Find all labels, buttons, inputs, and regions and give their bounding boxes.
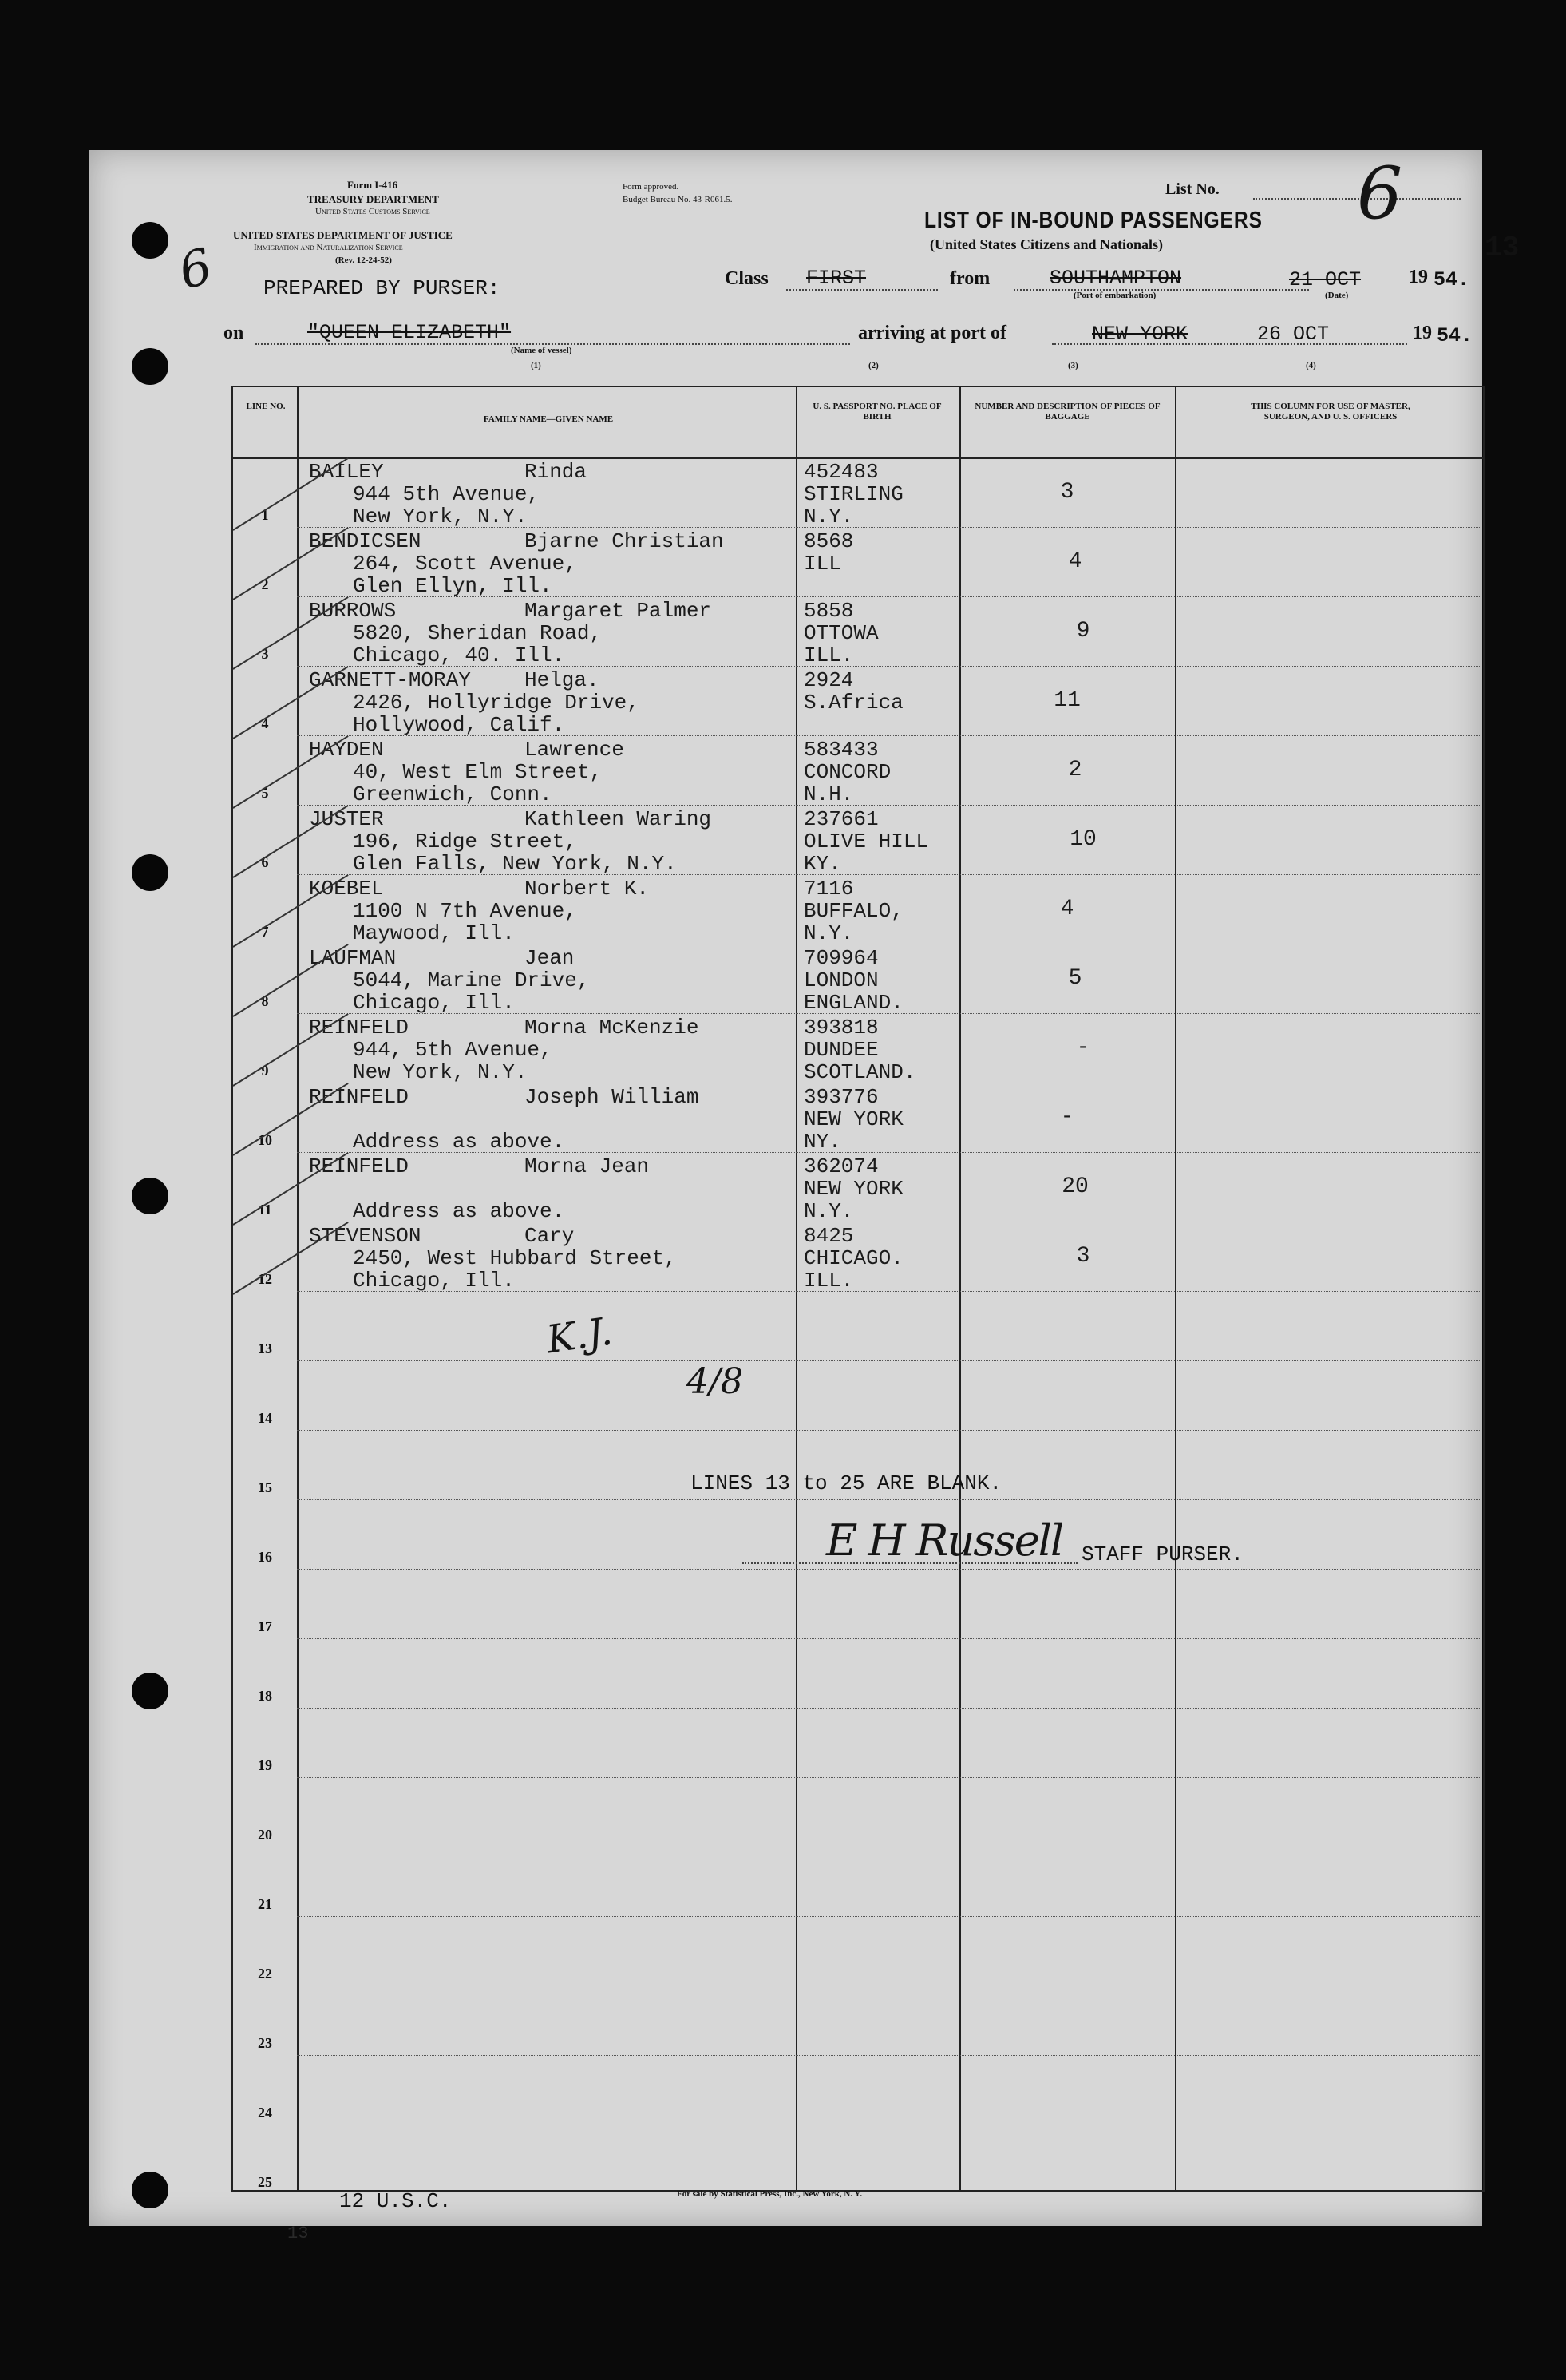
- line-number: 6: [261, 854, 269, 870]
- address-line: 944, 5th Avenue,: [353, 1038, 552, 1062]
- baggage-count: 3: [1076, 1244, 1090, 1269]
- depart-year-prefix: 19: [1409, 267, 1428, 287]
- birth-place: S.Africa: [804, 691, 904, 715]
- passport-number: 583433: [804, 738, 879, 762]
- address-line: Maywood, Ill.: [353, 921, 515, 945]
- customs-service: United States Customs Service: [315, 207, 430, 216]
- baggage-count: -: [1076, 1036, 1090, 1060]
- address-line: Greenwich, Conn.: [353, 782, 552, 806]
- given-name: Morna McKenzie: [524, 1016, 699, 1040]
- birth-place: BUFFALO,: [804, 899, 904, 923]
- row-rule: [297, 1708, 1481, 1709]
- line-number: 23: [258, 2035, 272, 2051]
- col-divider: [796, 387, 797, 2190]
- arrival-year: 54.: [1437, 324, 1473, 347]
- line-number: 15: [258, 1479, 272, 1495]
- line-number: 11: [258, 1202, 272, 1218]
- given-name: Rinda: [524, 460, 587, 484]
- birth-place: N.Y.: [804, 921, 854, 945]
- arrival-port: NEW YORK: [1092, 323, 1188, 346]
- header-baggage: NUMBER AND DESCRIPTION OF PIECES OF BAGGAGE: [975, 402, 1161, 422]
- line-number: 18: [258, 1688, 272, 1704]
- passport-number: 5858: [804, 599, 854, 623]
- given-name: Kathleen Waring: [524, 807, 712, 831]
- birth-place: OLIVE HILL: [804, 830, 929, 853]
- arrival-date: 26 OCT: [1257, 323, 1330, 346]
- baggage-count: 4: [1068, 549, 1082, 574]
- line-number: 8: [261, 993, 269, 1009]
- binder-hole: [132, 1178, 168, 1214]
- row-rule: [297, 1569, 1481, 1570]
- header-name: FAMILY NAME—GIVEN NAME: [483, 414, 614, 424]
- birth-place: ENGLAND.: [804, 991, 904, 1015]
- form-number: Form I-416: [347, 179, 398, 191]
- address-line: 196, Ridge Street,: [353, 830, 577, 853]
- line-number: 4: [261, 715, 269, 731]
- binder-hole: [132, 348, 168, 385]
- address-line: Glen Ellyn, Ill.: [353, 574, 552, 598]
- line-number: 10: [258, 1132, 272, 1148]
- birth-place: OTTOWA: [804, 621, 879, 645]
- family-name: JUSTER: [309, 807, 384, 831]
- officer-scrawl-2: 4/8: [686, 1361, 743, 1402]
- row-rule: [297, 1499, 1481, 1500]
- birth-place: NEW YORK: [804, 1177, 904, 1201]
- arriving-label: arriving at port of: [858, 323, 1006, 343]
- col-2-marker: (2): [868, 361, 879, 370]
- baggage-count: 2: [1068, 758, 1082, 782]
- binder-hole: [132, 854, 168, 891]
- binder-hole: [132, 1673, 168, 1709]
- birth-place: ILL.: [804, 644, 854, 667]
- passport-number: 393776: [804, 1085, 879, 1109]
- given-name: Jean: [524, 946, 575, 970]
- family-name: GARNETT-MORAY: [309, 668, 471, 692]
- row-rule: [297, 1430, 1481, 1431]
- line-number: 20: [258, 1827, 272, 1843]
- line-number: 16: [258, 1549, 272, 1565]
- row-rule: [297, 1638, 1481, 1639]
- header-line-no: LINE NO.: [246, 402, 286, 411]
- line-number: 24: [258, 2105, 272, 2121]
- budget-bureau: Budget Bureau No. 43-R061.5.: [623, 195, 733, 204]
- col-1-marker: (1): [531, 361, 541, 370]
- birth-place: SCOTLAND.: [804, 1060, 916, 1084]
- passport-number: 7116: [804, 877, 854, 901]
- on-label: on: [223, 323, 244, 343]
- col-divider: [959, 387, 961, 2190]
- baggage-count: 10: [1070, 827, 1097, 852]
- address-line: Address as above.: [353, 1199, 565, 1223]
- address-line: 2450, West Hubbard Street,: [353, 1246, 677, 1270]
- address-line: Hollywood, Calif.: [353, 713, 565, 737]
- class-value: FIRST: [806, 267, 867, 290]
- header-officers: THIS COLUMN FOR USE OF MASTER, SURGEON, AND U. S. OFFICERS: [1251, 402, 1410, 422]
- revision: (Rev. 12-24-52): [335, 255, 392, 265]
- address-line: 944 5th Avenue,: [353, 482, 540, 506]
- given-name: Helga.: [524, 668, 599, 692]
- margin-mark: 6: [172, 236, 219, 301]
- list-subtitle: (United States Citizens and Nationals): [930, 236, 1164, 252]
- family-name: REINFELD: [309, 1016, 409, 1040]
- birth-place: CHICAGO.: [804, 1246, 904, 1270]
- list-no-label: List No.: [1165, 180, 1220, 198]
- depart-year: 54.: [1434, 268, 1470, 291]
- address-line: 5820, Sheridan Road,: [353, 621, 603, 645]
- given-name: Morna Jean: [524, 1154, 650, 1178]
- vessel-name: "QUEEN ELIZABETH": [307, 321, 512, 344]
- col-4-marker: (4): [1306, 361, 1316, 370]
- date-caption: (Date): [1325, 291, 1349, 300]
- form-approved: Form approved.: [623, 182, 679, 192]
- given-name: Bjarne Christian: [524, 529, 724, 553]
- address-line: Address as above.: [353, 1130, 565, 1154]
- passport-number: 709964: [804, 946, 879, 970]
- birth-place: NY.: [804, 1130, 841, 1154]
- baggage-count: 20: [1062, 1174, 1089, 1199]
- header-passport: U. S. PASSPORT NO. PLACE OF BIRTH: [813, 402, 942, 422]
- address-line: 2426, Hollyridge Drive,: [353, 691, 639, 715]
- family-name: LAUFMAN: [309, 946, 397, 970]
- baggage-count: -: [1060, 1105, 1074, 1130]
- row-rule: [297, 1916, 1481, 1917]
- passport-number: 8568: [804, 529, 854, 553]
- list-no-value: 6: [1357, 152, 1403, 236]
- blank-lines-note: LINES 13 to 25 ARE BLANK.: [690, 1471, 1002, 1495]
- row-rule: [297, 1360, 1481, 1361]
- family-name: STEVENSON: [309, 1224, 421, 1248]
- treasury-dept: TREASURY DEPARTMENT: [307, 193, 439, 205]
- address-line: Glen Falls, New York, N.Y.: [353, 852, 677, 876]
- birth-place: N.H.: [804, 782, 854, 806]
- line-number: 25: [258, 2174, 272, 2190]
- baggage-count: 9: [1076, 619, 1090, 644]
- given-name: Joseph William: [524, 1085, 699, 1109]
- passport-number: 452483: [804, 460, 879, 484]
- footer-usc: 12 U.S.C.: [339, 2189, 452, 2213]
- family-name: BURROWS: [309, 599, 397, 623]
- class-label: Class: [725, 268, 769, 289]
- col-3-marker: (3): [1068, 361, 1078, 370]
- line-number: 9: [261, 1063, 269, 1079]
- address-line: Chicago, Ill.: [353, 1269, 515, 1293]
- address-line: New York, N.Y.: [353, 505, 528, 529]
- col-divider: [297, 387, 299, 2190]
- birth-place: LONDON: [804, 968, 879, 992]
- birth-place: N.Y.: [804, 1199, 854, 1223]
- line-number: 5: [261, 785, 269, 801]
- passport-number: 2924: [804, 668, 854, 692]
- given-name: Norbert K.: [524, 877, 650, 901]
- line-number: 19: [258, 1757, 272, 1773]
- line-number: 17: [258, 1618, 272, 1634]
- birth-place: NEW YORK: [804, 1107, 904, 1131]
- ins-service: Immigration and Naturalization Service: [254, 243, 403, 252]
- line-number: 13: [258, 1340, 272, 1356]
- family-name: REINFELD: [309, 1085, 409, 1109]
- address-line: New York, N.Y.: [353, 1060, 528, 1084]
- given-name: Margaret Palmer: [524, 599, 712, 623]
- family-name: BENDICSEN: [309, 529, 421, 553]
- family-name: KOEBEL: [309, 877, 384, 901]
- birth-place: DUNDEE: [804, 1038, 879, 1062]
- birth-place: STIRLING: [804, 482, 904, 506]
- officer-scrawl: K.J.: [544, 1309, 615, 1363]
- birth-place: ILL: [804, 552, 841, 576]
- address-line: 5044, Marine Drive,: [353, 968, 590, 992]
- corner-number: 13: [1485, 232, 1520, 264]
- given-name: Cary: [524, 1224, 575, 1248]
- vessel-caption: (Name of vessel): [511, 346, 572, 355]
- passport-number: 362074: [804, 1154, 879, 1178]
- list-title: LIST OF IN-BOUND PASSENGERS: [924, 208, 1263, 233]
- line-number: 12: [258, 1271, 272, 1287]
- line-number: 21: [258, 1896, 272, 1912]
- header-rule: [233, 457, 1483, 459]
- from-caption: (Port of embarkation): [1074, 291, 1157, 300]
- passport-number: 237661: [804, 807, 879, 831]
- line-number: 2: [261, 576, 269, 592]
- line-number: 22: [258, 1966, 272, 1982]
- family-name: REINFELD: [309, 1154, 409, 1178]
- baggage-count: 4: [1060, 897, 1074, 921]
- birth-place: CONCORD: [804, 760, 892, 784]
- passport-number: 8425: [804, 1224, 854, 1248]
- given-name: Lawrence: [524, 738, 624, 762]
- baggage-count: 11: [1054, 688, 1081, 713]
- footer-printer: For sale by Statistical Press, Inc., New York, N. Y.: [677, 2189, 863, 2199]
- justice-dept: UNITED STATES DEPARTMENT OF JUSTICE: [233, 229, 453, 241]
- address-line: Chicago, Ill.: [353, 991, 515, 1015]
- line-number: 14: [258, 1410, 272, 1426]
- from-label: from: [950, 268, 991, 289]
- passport-number: 393818: [804, 1016, 879, 1040]
- col-divider: [1175, 387, 1176, 2190]
- family-name: HAYDEN: [309, 738, 384, 762]
- line-number: 7: [261, 924, 269, 940]
- staff-purser-label: STAFF PURSER.: [1082, 1542, 1244, 1566]
- line-number: 1: [261, 507, 269, 523]
- depart-date: 21 OCT: [1289, 268, 1362, 291]
- address-line: 40, West Elm Street,: [353, 760, 603, 784]
- passenger-table: [231, 386, 1485, 2192]
- address-line: Chicago, 40. Ill.: [353, 644, 565, 667]
- birth-place: KY.: [804, 852, 841, 876]
- address-line: 264, Scott Avenue,: [353, 552, 577, 576]
- address-line: 1100 N 7th Avenue,: [353, 899, 577, 923]
- arrival-year-prefix: 19: [1413, 323, 1432, 343]
- footer-mark: 13: [287, 2224, 309, 2243]
- row-rule: [297, 1777, 1481, 1778]
- from-value: SOUTHAMPTON: [1050, 267, 1182, 290]
- family-name: BAILEY: [309, 460, 384, 484]
- line-number: 3: [261, 646, 269, 662]
- prepared-by: PREPARED BY PURSER:: [263, 276, 500, 300]
- binder-hole: [132, 222, 168, 259]
- row-rule: [297, 2055, 1481, 2056]
- binder-hole: [132, 2172, 168, 2208]
- baggage-count: 3: [1060, 480, 1074, 505]
- birth-place: ILL.: [804, 1269, 854, 1293]
- baggage-count: 5: [1068, 966, 1082, 991]
- birth-place: N.Y.: [804, 505, 854, 529]
- purser-signature: E H Russell: [826, 1515, 1063, 1566]
